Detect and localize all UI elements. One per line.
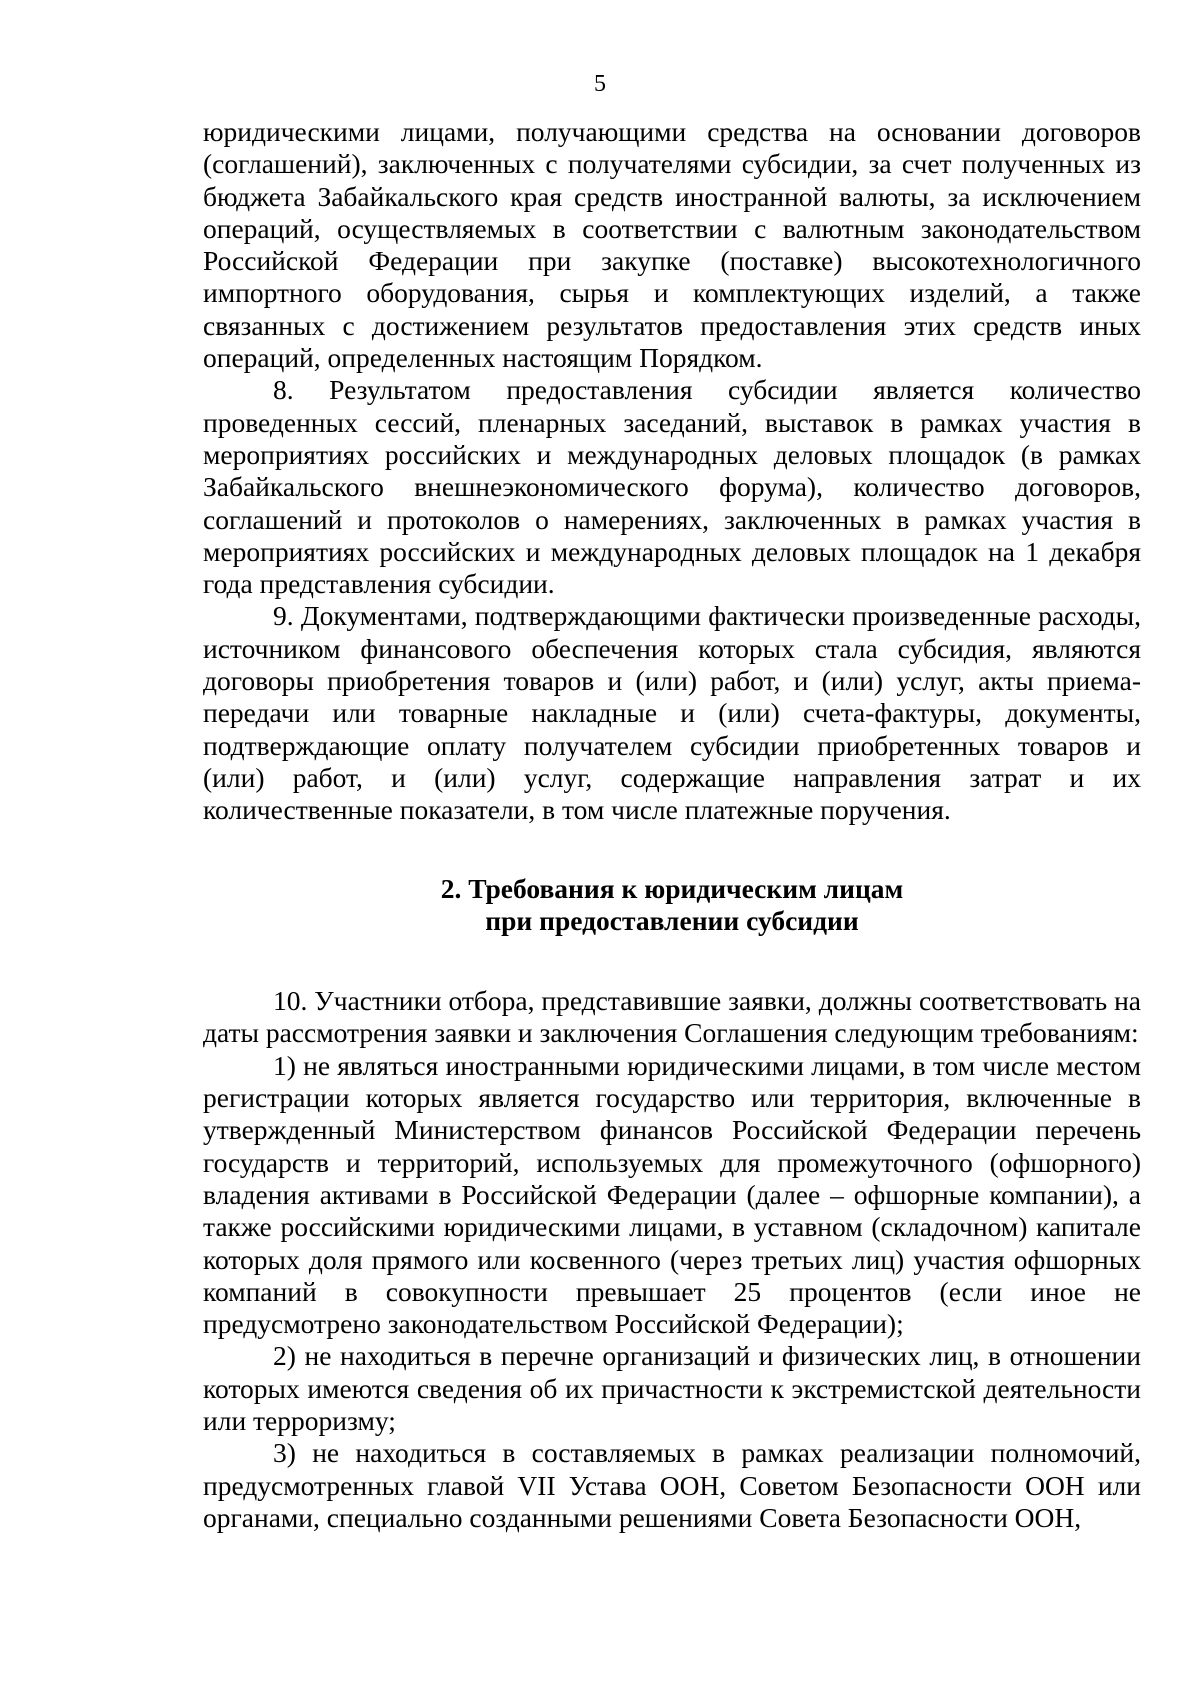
section-heading bbox=[203, 873, 1141, 938]
paragraph-subitem-3: 3) не находиться в составляемых в рамках реализации полномочий, предусмотренных главой VII Устава ООН, Советом Безопасности ООН или органами, специально созданными решениями Совета Безопасности ООН, bbox=[203, 1437, 1141, 1533]
paragraph-subitem-1: 1) не являться иностранными юридическими лицами, в том числе местом регистрации которых является государство или территория, включенные в утвержденный Министерством финансов Российской Федерации перечень государств и территорий, используемых для промежуточного (офшорного) владения активами в Российской Федерации (далее – офшорные компании), а также российскими юридическими лицами, в уставном (складочном) капитале которых доля прямого или косвенного (через третьих лиц) участия офшорных компаний в совокупности превышает 25 процентов (если иное не предусмотрено законодательством Российской Федерации); bbox=[203, 1049, 1141, 1340]
section-heading-line-1: 2. Требования к юридическим лицам bbox=[440, 872, 904, 904]
paragraph-subitem-2: 2) не находиться в перечне организаций и физических лиц, в отношении которых имеются сведения об их причастности к экстремистской деятельности или терроризму; bbox=[203, 1340, 1141, 1436]
paragraph-item-8: 8. Результатом предоставления субсидии является количество проведенных сессий, пленарных заседаний, выставок в рамках участия в мероприятиях российских и международных деловых площадок (в рамках Забайкальского внешнеэкономического форума), количество договоров, соглашений и протоколов о намерениях, заключенных в рамках участия в мероприятиях российских и международных деловых площадок на 1 декабря года представления субсидии. bbox=[203, 374, 1141, 600]
paragraph-item-9: 9. Документами, подтверждающими фактически произведенные расходы, источником финансового обеспечения которых стала субсидия, являются договоры приобретения товаров и (или) работ, и (или) услуг, акты приема-передачи или товарные накладные и (или) счета-фактуры, документы, подтверждающие оплату получателем субсидии приобретенных товаров и (или) работ, и (или) услуг, содержащие направления затрат и их количественные показатели, в том числе платежные поручения. bbox=[203, 600, 1141, 826]
paragraph-continuation: юридическими лицами, получающими средства на основании договоров (соглашений), заключенных с получателями субсидии, за счет полученных из бюджета Забайкальского края средств иностранной валюты, за исключением операций, осуществляемых в соответствии с валютным законодательством Российской Федерации при закупке (поставке) высокотехнологичного импортного оборудования, сырья и комплектующих изделий, а также связанных с достижением результатов предоставления этих средств иных операций, определенных настоящим Порядком. bbox=[203, 116, 1141, 374]
document-body bbox=[203, 116, 1141, 1534]
paragraph-item-10: 10. Участники отбора, представившие заявки, должны соответствовать на даты рассмотрения заявки и заключения Соглашения следующим требованиям: bbox=[203, 985, 1141, 1049]
section-heading-line-2: при предоставлении субсидии bbox=[485, 904, 859, 936]
page-number: 5 bbox=[594, 71, 606, 97]
